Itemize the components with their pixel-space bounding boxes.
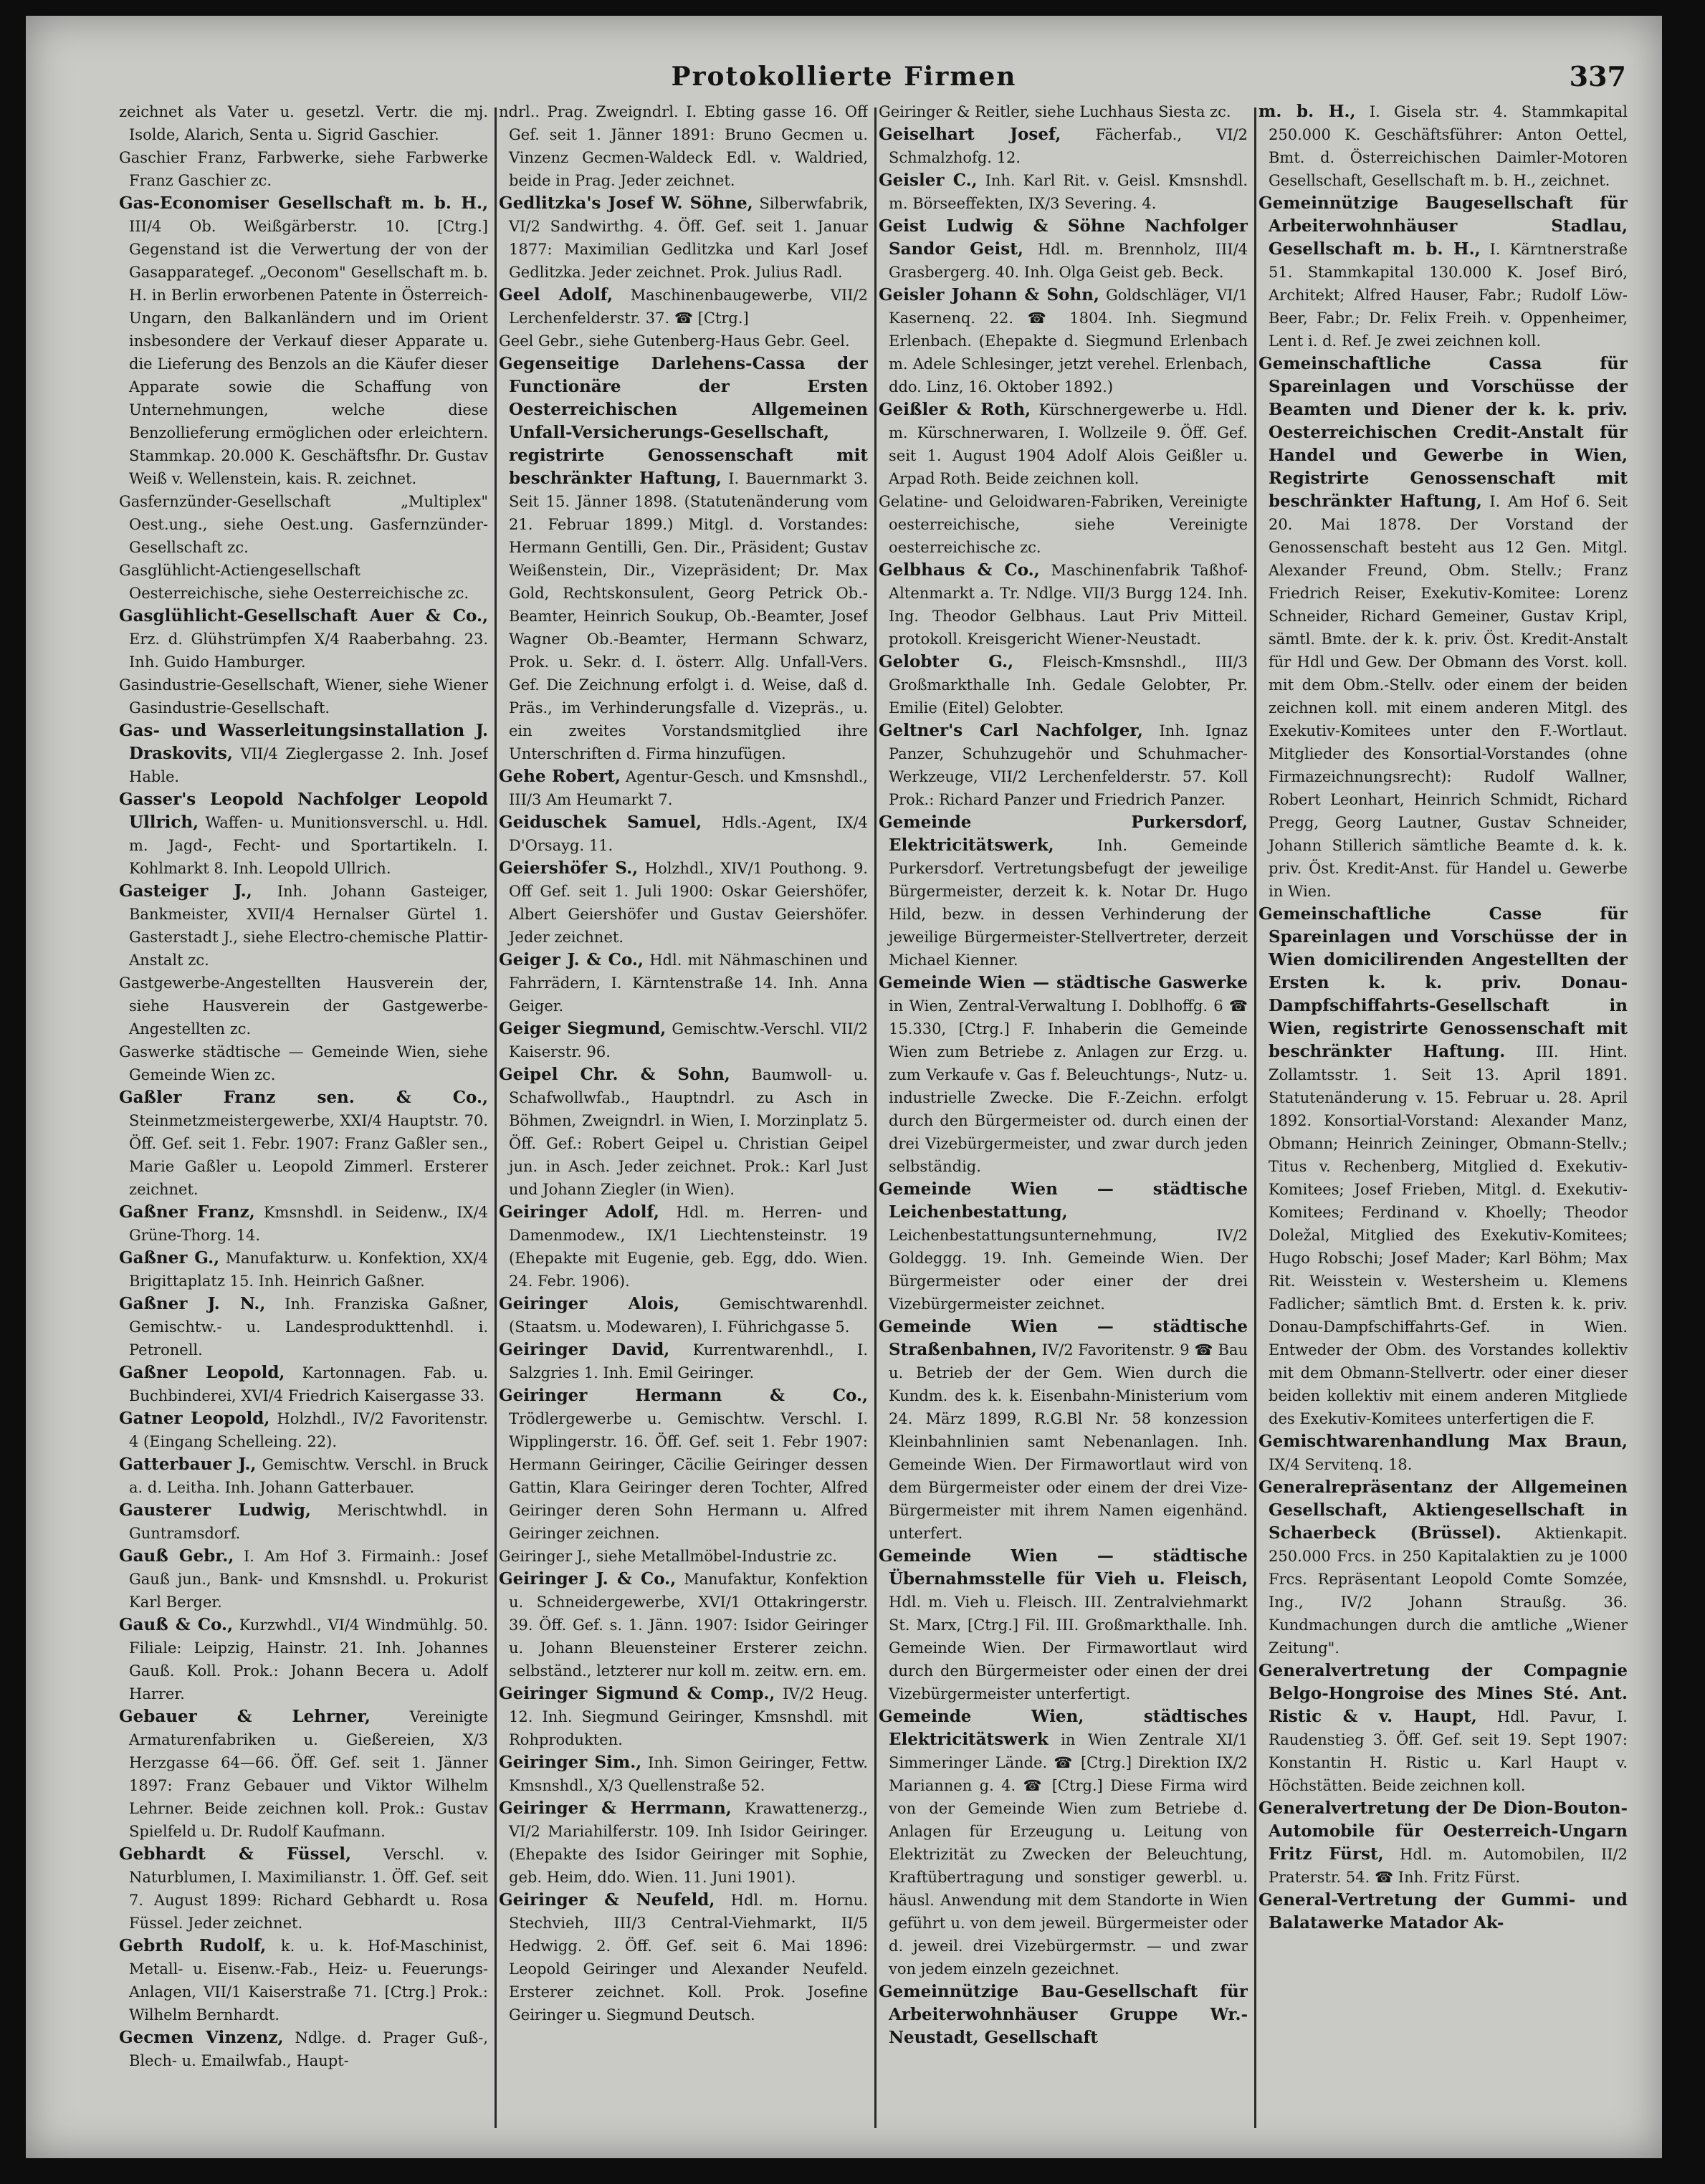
page-number: 337 (1569, 60, 1626, 92)
entry-text: Kartonnagen. Fab. u. Buchbinderei, XVI/4 Friedrich Kaisergasse 33. (129, 1364, 488, 1404)
entry-text: Fächerfab., VI/2 Schmalzhofg. 12. (889, 126, 1248, 166)
entry-text: Manufaktur, Konfektion u. Schneidergewerbe, XVI/1 Ottakringerstr. 39. Öff. Gef. s. 1. Jänn. 1907: Isidor Geiringer u. Johann Bleuensteiner Ersterer zeichn. selbständ., letzterer nur koll m. zeitw. ern. em. (509, 1571, 868, 1680)
entry-text: Goldschläger, VI/1 Kasernenq. 22. ☎ 1804. Inh. Siegmund Erlenbach. (Ehepakte d. Siegmund Erlenbach m. Adele Schlesinger, jetzt verehel. Erlenbach, ddo. Linz, 16. Oktober 1892.) (889, 287, 1248, 396)
entry-text: Kurzwhdl., VI/4 Windmühlg. 50. Filiale: Leipzig, Hainstr. 21. Inh. Johannes Gauß. Koll. Prok.: Johann Becera u. Adolf Harrer. (129, 1617, 488, 1702)
firm-name: Gas- und Wasserleitungsinstallation J. Draskovits, (119, 721, 488, 763)
firm-name: Geist Ludwig & Söhne Nachfolger Sandor Geist, (879, 216, 1248, 259)
directory-entry (879, 972, 1248, 1178)
directory-entry (879, 651, 1248, 719)
directory-entry (499, 1797, 868, 1889)
directory-entry (499, 1338, 868, 1384)
entry-text: Steinmetzmeistergewerbe, XXI/4 Hauptstr. 70. Öff. Gef. seit 1. Febr. 1907: Franz Gaßler sen., Marie Gaßler u. Leopold Zimmerl. Ersterer zeichnet. (129, 1112, 488, 1198)
entry-text: Hdl. m. Vieh u. Fleisch. III. Zentralviehmarkt St. Marx, [Ctrg.] Fil. III. Großmarkthalle. Inh. Gemeinde Wien. Der Firmawortlaut wird durch den Bürgermeister oder einen der drei Vizebürgermeister unterfertigt. (889, 1594, 1248, 1702)
firm-name: Gedlitzka's Josef W. Söhne, (499, 193, 753, 213)
firm-name: Generalvertretung der Compagnie Belgo-Hongroise des Mines Sté. Ant. Ristic & v. Haupt, (1259, 1661, 1628, 1726)
entry-text: Gemischtwarenhdl. (Staatsm. u. Modewaren), I. Führichgasse 5. (509, 1295, 868, 1336)
firm-name: Gegenseitige Darlehens-Cassa der Functionäre der Ersten Oesterreichischen Allgemeinen Unfall-Versicherungs-Gesellschaft, registrirte Genossenschaft mit beschränkter Haftung, (499, 354, 868, 488)
entry-text: Gelatine- und Geloidwaren-Fabriken, Vereinigte oesterreichische, siehe Vereinigte oesterreichische zc. (879, 493, 1248, 556)
entry-text: Hdl. m. Herren- und Damenmodew., IX/1 Liechtensteinstr. 19 (Ehepakte mit Eugenie, geb. Egg, ddo. Wien. 24. Febr. 1906). (509, 1204, 868, 1290)
directory-entry (499, 949, 868, 1017)
directory-entry (499, 1568, 868, 1682)
directory-entry (119, 1545, 488, 1614)
firm-name: Gaßner Leopold, (119, 1363, 285, 1382)
firm-name: Gemeinde Wien — städtische Gaswerke (879, 973, 1248, 992)
directory-entry (499, 100, 868, 192)
directory-entry (119, 2026, 488, 2072)
firm-name: Gatterbauer J., (119, 1455, 257, 1474)
running-head: Protokollierte Firmen (671, 62, 1017, 92)
directory-entry (119, 1499, 488, 1545)
entry-text: Inh. Karl Rit. v. Geisl. Kmsnshdl. m. Börseeffekten, IX/3 Severing. 4. (889, 172, 1248, 212)
firm-name: Gemeinde Wien, städtisches Elektricitätswerk (879, 1707, 1248, 1749)
directory-entry (499, 1017, 868, 1063)
entry-text: zeichnet als Vater u. gesetzl. Vertr. die mj. Isolde, Alarich, Senta u. Sigrid Gaschier. (119, 103, 488, 143)
directory-entry (119, 1201, 488, 1247)
directory-entry (879, 1178, 1248, 1316)
entry-text: k. u. k. Hof-Maschinist, Metall- u. Eisenw.-Fab., Heiz- u. Feuerungs-Anlagen, VII/1 Kaiserstraße 71. [Ctrg.] Prok.: Wilhelm Bernhardt. (129, 1938, 488, 2023)
entry-text: Krawattenerzg., VI/2 Mariahilferstr. 109. Inh Isidor Geiringer. (Ehepakte des Isidor Geiringer mit Sophie, geb. Heim, ddo. Wien. 11. Juni 1901). (509, 1800, 868, 1886)
directory-entry (119, 674, 488, 719)
firm-name: Gasteiger J., (119, 881, 252, 901)
entry-text: Gemischtw. Verschl. in Bruck a. d. Leitha. Inh. Johann Gatterbauer. (129, 1456, 488, 1496)
entry-text: IV/2 Favoritenstr. 9 ☎ Bau u. Betrieb der der Gem. Wien durch die Kundm. des k. k. Eisenbahn-Ministerium vom 24. März 1899, R.G.Bl Nr. 58 konzession Kleinbahnlinien samt Nebenanlagen. Inh. Gemeinde Wien. Der Firmawortlaut wird von dem Bürgermeister oder einem der drei Vize-Bürgermeister mit ihrem Namen eigenhänd. unterfert. (889, 1341, 1248, 1542)
entry-text: Ndlge. d. Prager Guß-, Blech- u. Emailwfab., Haupt- (129, 2029, 488, 2069)
directory-entry (879, 719, 1248, 811)
entry-text: Baumwoll- u. Schafwollwfab., Hauptndrl. zu Asch in Böhmen, Zweigndrl. in Wien, I. Morzinplatz 5. Öff. Gef.: Robert Geipel u. Christian Geipel jun. in Asch. Jeder zeichnet. Prok.: Karl Just und Johann Ziegler (in Wien). (509, 1066, 868, 1198)
directory-entry (879, 123, 1248, 169)
firm-name: Gauß & Co., (119, 1615, 233, 1634)
column-rule (874, 107, 877, 2128)
directory-entry (499, 1889, 868, 2026)
directory-entry (119, 192, 488, 490)
directory-entry (1259, 100, 1628, 192)
directory-entry (119, 1705, 488, 1843)
directory-entry (499, 1293, 868, 1338)
entry-text: Kürschnergewerbe u. Hdl. m. Kürschnerwaren, I. Wollzeile 9. Öff. Gef. seit 1. August 1904 Adolf Alois Geißler u. Arpad Roth. Beide zeichnen koll. (889, 401, 1248, 487)
directory-entry (119, 1086, 488, 1201)
firm-name: Generalvertretung der De Dion-Bouton-Automobile für Oesterreich-Ungarn Fritz Fürst, (1259, 1799, 1628, 1864)
firm-name: Gebauer & Lehrner, (119, 1707, 371, 1726)
firm-name: Gemeinschaftliche Cassa für Spareinlagen und Vorschüsse der Beamten und Diener der k. k. priv. Oesterreichischen Credit-Anstalt für Handel und Gewerbe in Wien, Registrirte Genossenschaft mit beschränkter Haftung, (1259, 354, 1628, 511)
directory-entry (119, 146, 488, 192)
directory-entry (879, 559, 1248, 651)
directory-entry (119, 1843, 488, 1935)
entry-text: Gaswerke städtische — Gemeinde Wien, siehe Gemeinde Wien zc. (119, 1043, 488, 1083)
entry-text: Gaschier Franz, Farbwerke, siehe Farbwerke Franz Gaschier zc. (119, 149, 488, 189)
firm-name: Gausterer Ludwig, (119, 1500, 311, 1520)
firm-name: Geiershöfer S., (499, 858, 639, 878)
entry-text: ndrl.. Prag. Zweigndrl. I. Ebting gasse 16. Off Gef. seit 1. Jänner 1891: Bruno Gecmen u. Vinzenz Gecmen-Waldeck Edl. v. Waldried, beide in Prag. Jeder zeichnet. (499, 103, 868, 189)
directory-entry (119, 1935, 488, 2026)
entry-text: Maschinenfabrik Taßhof-Altenmarkt a. Tr. Ndlge. VII/3 Burgg 124. Inh. Ing. Theodor Gelbhaus. Laut Priv Mitteil. protokoll. Kreisgericht Wiener-Neustadt. (889, 562, 1248, 648)
directory-entry (879, 811, 1248, 972)
directory-entry (499, 1682, 868, 1751)
directory-entry (499, 1545, 868, 1568)
directory-entry (499, 192, 868, 284)
directory-entry (879, 1545, 1248, 1705)
column-1 (119, 100, 488, 2140)
entry-text: Gasglühlicht-Actiengesellschaft Oesterreichische, siehe Oesterreichische zc. (119, 562, 469, 602)
directory-entry (499, 1201, 868, 1293)
directory-entry (499, 1751, 868, 1797)
directory-entry (119, 100, 488, 146)
entry-text: IX/4 Servitenq. 18. (1269, 1456, 1413, 1473)
directory-entry (119, 788, 488, 880)
entry-text: in Wien Zentrale XI/1 Simmeringer Lände. ☎ [Ctrg.] Direktion IX/2 Mariannen g. 4. ☎ [Ctrg.] Diese Firma wird von der Gemeinde Wien zum Betriebe d. Anlagen für Erzeugung u. Leitung von Elektrizität zu Zwecken der Beleuchtung, Kraftübertragung und sonstiger gewerbl. u. häusl. Anwendung mit dem Standorte in Wien geführt u. von dem jeweil. Bürgermeister oder d. jeweil. drei Vizebürgermstr. — und zwar von jedem einzeln gezeichnet. (889, 1731, 1248, 1978)
entry-text: Inh. Franziska Gaßner, Gemischtw.- u. Landesprodukttenhdl. i. Petronell. (129, 1295, 488, 1359)
entry-text: Fleisch-Kmsnshdl., III/3 Großmarkthalle Inh. Gedale Gelobter, Pr. Emilie (Eitel) Gelobter. (889, 653, 1248, 717)
entry-text: I. Bauernmarkt 3. Seit 15. Jänner 1898. (Statutenänderung vom 21. Februar 1899.) Mitgl. d. Vorstandes: Hermann Gentilli, Gen. Dir., Präsident; Gustav Weißenstein, Dir., Vizepräsident; Dr. Max Gold, Rechtskonsulent, Georg Petrick Ob.-Beamter, Heinrich Soukup, Ob.-Beamter, Josef Wagner Ob.-Beamter, Hermann Schwarz, Prok. u. Sekr. d. I. österr. Allg. Unfall-Vers. Gef. Die Zeichnung erfolgt i. d. Weise, daß d. Präs., im Verhinderungsfalle d. Vizepräs., u. ein zweites Vorstandsmitglied ihre Unterschriften d. Firma hinzufügen. (509, 470, 868, 762)
firm-name: Gelbhaus & Co., (879, 560, 1040, 580)
directory-entry (119, 1293, 488, 1361)
firm-name: Geiringer David, (499, 1340, 670, 1359)
entry-text: Inh. Simon Geiringer, Fettw. Kmsnshdl., X/3 Quellenstraße 52. (509, 1754, 868, 1794)
directory-entry (879, 398, 1248, 490)
directory-entry (879, 490, 1248, 559)
firm-name: Gaßler Franz sen. & Co., (119, 1088, 488, 1107)
directory-entry (879, 169, 1248, 215)
entry-text: I. Gisela str. 4. Stammkapital 250.000 K. Geschäftsführer: Anton Oettel, Bmt. d. Österreichischen Daimler-Motoren Gesellschaft, Gesellschaft m. b. H., zeichnet. (1269, 103, 1628, 189)
directory-entry (119, 1247, 488, 1293)
entry-text: VII/4 Zieglergasse 2. Inh. Josef Hable. (129, 745, 488, 785)
firm-name: Geiringer & Neufeld, (499, 1890, 715, 1910)
directory-entry (879, 100, 1248, 123)
entry-text: Inh. Gemeinde Purkersdorf. Vertretungsbefugt der jeweilige Bürgermeister, derzeit k. k. Notar Dr. Hugo Hild, bezw. in dessen Verhinderung der jeweilige Bürgermeister-Stellvertreter, derzeit Michael Kienner. (889, 837, 1248, 969)
entry-text: Hdl. mit Nähmaschinen und Fahrrädern, I. Kärntenstraße 14. Inh. Anna Geiger. (509, 952, 868, 1015)
directory-entry (879, 1981, 1248, 2049)
firm-name: Geißler & Roth, (879, 400, 1031, 419)
entry-text: Trödlergewerbe u. Gemischtw. Verschl. I. Wipplingerstr. 16. Öff. Gef. seit 1. Febr 1907: Hermann Geiringer, Cäcilie Geiringer dessen Gattin, Klara Geiringer deren Tochter, Alfred Geiringer deren Sohn Hermann u. Alfred Geiringer zeichnen. (509, 1410, 868, 1542)
firm-name: Gas-Economiser Gesellschaft m. b. H., (119, 193, 488, 213)
entry-text: Leichenbestattungsunternehmung, IV/2 Goldeggg. 19. Inh. Gemeinde Wien. Der Bürgermeister oder einer der drei Vizebürgermeister zeichnet. (889, 1227, 1248, 1313)
firm-name: Geisler Johann & Sohn, (879, 285, 1099, 305)
entry-text: I. Kärntnerstraße 51. Stammkapital 130.000 K. Josef Biró, Architekt; Alfred Hauser, Fabr.; Rudolf Löw-Beer, Fabr.; Dr. Felix Freih. v. Oppenheimer, Lent i. d. Ref. Je zwei zeichnen koll. (1269, 241, 1628, 350)
directory-entry (499, 330, 868, 353)
entry-text: Verschl. v. Naturblumen, I. Maximilianstr. 1. Öff. Gef. seit 7. August 1899: Richard Gebhardt u. Rosa Füssel. Jeder zeichnet. (129, 1846, 488, 1932)
directory-entry (1259, 1889, 1628, 1935)
firm-name: Geltner's Carl Nachfolger, (879, 721, 1143, 740)
firm-name: Geiringer Hermann & Co., (499, 1386, 868, 1405)
entry-text: I. Am Hof 6. Seit 20. Mai 1878. Der Vorstand der Genossenschaft besteht aus 12 Gen. Mitgl. Alexander Freund, Obm. Stellv.; Franz Friedrich Reiser, Exekutiv-Komitee: Lorenz Schneider, Richard Gemeiner, Gustav Kripl, sämtl. Bmte. der k. k. priv. Öst. Kredit-Anstalt für Hdl und Gew. Der Obmann des Vorst. koll. mit dem Obm.-Stellv. oder einem der beiden zeichnen koll. mit einem anderen Mitgl. des Exekutiv-Komitees unter den F.-Wortlaut. Mitglieder des Konsortial-Vorstandes (ohne Firmazeichnungsrecht): Rudolf Wallner, Robert Leonhart, Heinrich Schmidt, Richard Pregg, Georg Lautner, Gustav Schneider, Johann Stillerich sämtliche Beamte d. k. k. priv. Öst. Kredit-Anst. für Handel u. Gewerbe in Wien. (1269, 493, 1628, 900)
entry-text: Silberwfabrik, VI/2 Sandwirthg. 4. Öff. Gef. seit 1. Januar 1877: Maximilian Gedlitzka und Karl Josef Gedlitzka. Jeder zeichnet. Prok. Julius Radl. (509, 195, 868, 281)
firm-name: Geiger Siegmund, (499, 1019, 667, 1038)
firm-name: Geisler C., (879, 171, 978, 190)
entry-text: Merischtwhdl. in Guntramsdorf. (129, 1502, 488, 1542)
entry-text: Inh. Ignaz Panzer, Schuhzugehör und Schuhmacher-Werkzeuge, VII/2 Lerchenfelderstr. 57. Koll Prok.: Richard Panzer und Friedrich Panzer. (889, 722, 1248, 808)
firm-name: Geel Adolf, (499, 285, 613, 305)
firm-name: Generalrepräsentanz der Allgemeinen Gesellschaft, Aktiengesellschaft in Schaerbeck (Brüssel). (1259, 1477, 1628, 1543)
directory-entry (879, 215, 1248, 284)
entry-text: Erz. d. Glühstrümpfen X/4 Raaberbahng. 23. Inh. Guido Hamburger. (129, 631, 488, 671)
directory-entry (119, 1614, 488, 1705)
firm-name: Gemeinde Wien — städtische Leichenbestattung, (879, 1179, 1248, 1222)
firm-name: General-Vertretung der Gummi- und Balatawerke Matador Ak- (1259, 1890, 1628, 1932)
directory-entry (499, 765, 868, 811)
directory-entry (499, 1063, 868, 1201)
directory-entry (879, 1316, 1248, 1545)
entry-text: Maschinenbaugewerbe, VII/2 Lerchenfelderstr. 37. ☎ [Ctrg.] (509, 287, 868, 327)
column-rule (495, 107, 497, 2128)
column-4 (1259, 100, 1628, 2140)
firm-name: Gelobter G., (879, 652, 1014, 671)
entry-text: Manufakturw. u. Konfektion, XX/4 Brigittaplatz 15. Inh. Heinrich Gaßner. (129, 1250, 488, 1290)
entry-text: Kmsnshdl. in Seidenw., IX/4 Grüne-Thorg. 14. (129, 1204, 488, 1244)
entry-text: Agentur-Gesch. und Kmsnshdl., III/3 Am Heumarkt 7. (509, 768, 868, 808)
firm-name: Gebrth Rudolf, (119, 1936, 267, 1955)
directory-entry (499, 811, 868, 857)
firm-name: Gaßner G., (119, 1248, 220, 1268)
entry-text: in Wien, Zentral-Verwaltung I. Doblhoffg. 6 ☎ 15.330, [Ctrg.] F. Inhaberin die Gemeinde Wien zum Betriebe z. Anlagen zur Erzg. u. zum Verkaufe v. Gas f. Beleuchtungs-, Nutz- u. industrielle Zwecke. Die F.-Zeichn. erfolgt durch den Bürgermeister od. durch einen der drei Vizebürgermeister, und zwar durch jeden selbständig. (889, 997, 1248, 1175)
firm-name: Gatner Leopold, (119, 1409, 270, 1428)
directory-entry (499, 284, 868, 330)
entry-text: III/4 Ob. Weißgärberstr. 10. [Ctrg.] Gegenstand ist die Verwertung der von der Gasapparategef. „Oeconom" Gesellschaft m. b. H. in Berlin erworbenen Patente in Österreich-Ungarn, den Balkanländern und im Orient insbesondere der Verkauf dieser Apparate u. die Lieferung des Benzols an die Käufer dieser Apparate sowie die Schaffung von Unternehmungen, welche diese Benzollieferung ermöglichen oder erleichtern. Stammkap. 20.000 K. Geschäftsfhr. Dr. Gustav Weiß v. Wellenstein, kais. R. zeichnet. (129, 218, 488, 487)
entry-text: Hdl. m. Brennholz, III/4 Grasbergerg. 40. Inh. Olga Geist geb. Beck. (889, 241, 1248, 281)
entry-text: Gemischtw.-Verschl. VII/2 Kaiserstr. 96. (509, 1020, 868, 1060)
firm-name: Geiringer Sim., (499, 1753, 642, 1772)
entry-text: Hdl. m. Hornu. Stechvieh, III/3 Central-Viehmarkt, II/5 Hedwigg. 2. Öff. Gef. seit 6. Mai 1896: Leopold Geiringer und Alexander Neufeld. Ersterer zeichnet. Koll. Prok. Josefine Geiringer u. Siegmund Deutsch. (509, 1892, 868, 2023)
entry-text: Kurrentwarenhdl., I. Salzgries 1. Inh. Emil Geiringer. (509, 1341, 868, 1381)
firm-name: Gasglühlicht-Gesellschaft Auer & Co., (119, 606, 488, 626)
directory-entry (499, 1384, 868, 1545)
entry-text: Inh. Johann Gasteiger, Bankmeister, XVII/4 Hernalser Gürtel 1. Gasterstadt J., siehe Electro-chemische Plattir-Anstalt zc. (129, 883, 488, 969)
scanned-page (26, 16, 1662, 2158)
firm-name: Geipel Chr. & Sohn, (499, 1065, 730, 1084)
entry-text: I. Am Hof 3. Firmainh.: Josef Gauß jun., Bank- und Kmsnshdl. u. Prokurist Karl Berger. (129, 1548, 488, 1611)
directory-entry (1259, 1430, 1628, 1476)
directory-entry (1259, 1659, 1628, 1797)
directory-entry (1259, 1476, 1628, 1659)
firm-name: Geiringer & Herrmann, (499, 1799, 732, 1818)
firm-name: Geiringer Sigmund & Comp., (499, 1684, 775, 1703)
directory-entry (119, 605, 488, 674)
directory-entry (1259, 353, 1628, 903)
directory-entry (119, 1453, 488, 1499)
firm-name: Gaßner J. N., (119, 1294, 266, 1313)
entry-text: IV/2 Heug. 12. Inh. Siegmund Geiringer, Kmsnshdl. mit Rohprodukten. (509, 1685, 868, 1748)
firm-name: Gebhardt & Füssel, (119, 1844, 351, 1864)
directory-entry (879, 284, 1248, 398)
directory-entry (119, 972, 488, 1040)
directory-entry (1259, 1797, 1628, 1889)
firm-name: Gemeinde Wien — städtische Übernahmsstelle für Vieh u. Fleisch, (879, 1546, 1248, 1589)
directory-entry (119, 490, 488, 559)
entry-text: Waffen- u. Munitionsverschl. u. Hdl. m. Jagd-, Fecht- und Sportartikeln. I. Kohlmarkt 8. Inh. Leopold Ullrich. (129, 814, 488, 877)
firm-name: Geiringer J. & Co., (499, 1569, 677, 1589)
firm-name: Gemischtwarenhandlung Max Braun, (1259, 1432, 1628, 1451)
entry-text: Gastgewerbe-Angestellten Hausverein der, siehe Hausverein der Gastgewerbe-Angestellten zc. (119, 974, 488, 1038)
entry-text: Vereinigte Armaturenfabriken u. Gießereien, X/3 Herzgasse 64—66. Öff. Gef. seit 1. Jänner 1897: Franz Gebauer und Viktor Wilhelm Lehrner. Beide zeichnen koll. Prok.: Gustav Spielfeld u. Dr. Rudolf Kaufmann. (129, 1708, 488, 1840)
firm-name: Geiselhart Josef, (879, 125, 1061, 144)
directory-entry (119, 1407, 488, 1453)
firm-name: Gemeinnützige Bau-Gesellschaft für Arbeiterwohnhäuser Gruppe Wr.-Neustadt, Gesellschaft (879, 1982, 1248, 2047)
entry-text: Geel Gebr., siehe Gutenberg-Haus Gebr. Geel. (499, 332, 850, 350)
firm-name: Gemeinde Wien — städtische Straßenbahnen, (879, 1317, 1248, 1359)
firm-name: m. b. H., (1259, 102, 1356, 121)
directory-entry (119, 1040, 488, 1086)
firm-name: Geiringer Adolf, (499, 1202, 659, 1222)
entry-text: Geiringer & Reitler, siehe Luchhaus Siesta zc. (879, 103, 1231, 120)
firm-name: Gemeinnützige Baugesellschaft für Arbeiterwohnhäuser Stadlau, Gesellschaft m. b. H., (1259, 193, 1628, 259)
firm-name: Gaßner Franz, (119, 1202, 255, 1222)
directory-entry (119, 1361, 488, 1407)
column-2 (499, 100, 868, 2140)
entry-text: Hdl. Pavur, I. Raudenstieg 3. Öff. Gef. seit 19. Sept 1907: Konstantin H. Ristic u. Karl Haupt v. Höchstätten. Beide zeichnen koll. (1269, 1708, 1628, 1794)
firm-name: Gemeinde Purkersdorf, Elektricitätswerk, (879, 813, 1248, 855)
firm-name: Gasser's Leopold Nachfolger Leopold Ullrich, (119, 790, 488, 832)
firm-name: Geiger J. & Co., (499, 950, 644, 969)
column-3 (879, 100, 1248, 2140)
directory-entry (119, 880, 488, 972)
directory-entry (499, 857, 868, 949)
firm-name: Gauß Gebr., (119, 1546, 234, 1566)
firm-name: Geiduschek Samuel, (499, 813, 702, 832)
directory-entry (119, 559, 488, 605)
entry-text: III. Hint. Zollamtsstr. 1. Seit 13. April 1891. Statutenänderung v. 15. Februar u. 28. April 1892. Konsortial-Vorstand: Alexander Manz, Obmann; Heinrich Zeininger, Obmann-Stellv.; Titus v. Rechenberg, Mitglied d. Exekutiv-Komitees; Josef Frieben, Mitgl. d. Exekutiv-Komitees; Ferdinand v. Khoelly; Theodor Doležal, Mitglied des Exekutiv-Komitees; Hugo Robschi; Josef Mader; Karl Böhm; Max Rit. Weisstein v. Westersheim u. Klemens Fadlicher; sämtlich Bmt. d. Ersten k. k. priv. Donau-Dampfschiffahrts-Gef. in Wien. Entweder der Obm. des Vorstandes kollektiv mit dem Obmann-Stellvertr. oder einer dieser beiden kollektiv mit einem anderen Mitgliede des Exekutiv-Komitees unterfertigen die F. (1269, 1043, 1628, 1427)
firm-name: Gecmen Vinzenz, (119, 2028, 284, 2047)
directory-entry (119, 719, 488, 788)
firm-name: Gemeinschaftliche Casse für Spareinlagen und Vorschüsse der in Wien domicilirenden Angestellten der Ersten k. k. priv. Donau-Dampfschiffahrts-Gesellschaft in Wien, registrirte Genossenschaft mit beschränkter Haftung. (1259, 904, 1628, 1061)
entry-text: Geiringer J., siehe Metallmöbel-Industrie zc. (499, 1548, 838, 1565)
entry-text: Holzhdl., XIV/1 Pouthong. 9. Off Gef. seit 1. Juli 1900: Oskar Geiershöfer, Albert Geiershöfer und Gustav Geiershöfer. Jeder zeichnet. (509, 860, 868, 946)
firm-name: Geiringer Alois, (499, 1294, 680, 1313)
entry-text: Holzhdl., IV/2 Favoritenstr. 4 (Eingang Schelleing. 22). (129, 1410, 488, 1450)
directory-entry (879, 1705, 1248, 1981)
entry-text: Gasfernzünder-Gesellschaft „Multiplex" Oest.ung., siehe Oest.ung. Gasfernzünder-Gesellschaft zc. (119, 493, 488, 556)
entry-text: Aktienkapit. 250.000 Frcs. in 250 Kapitalaktien zu je 1000 Frcs. Repräsentant Leopold Comte Somzée, Ing., IV/2 Johann Straußg. 36. Kundmachungen durch die amtliche „Wiener Zeitung". (1269, 1525, 1628, 1657)
entry-text: Hdl. m. Automobilen, II/2 Praterstr. 54. ☎ Inh. Fritz Fürst. (1269, 1846, 1628, 1886)
firm-name: Gehe Robert, (499, 767, 621, 786)
entry-text: Gasindustrie-Gesellschaft, Wiener, siehe Wiener Gasindustrie-Gesellschaft. (119, 676, 488, 717)
directory-entry (499, 353, 868, 765)
directory-entry (1259, 192, 1628, 353)
directory-entry (1259, 903, 1628, 1430)
entry-text: Hdls.-Agent, IX/4 D'Orsayg. 11. (509, 814, 868, 854)
column-rule (1254, 107, 1256, 2128)
